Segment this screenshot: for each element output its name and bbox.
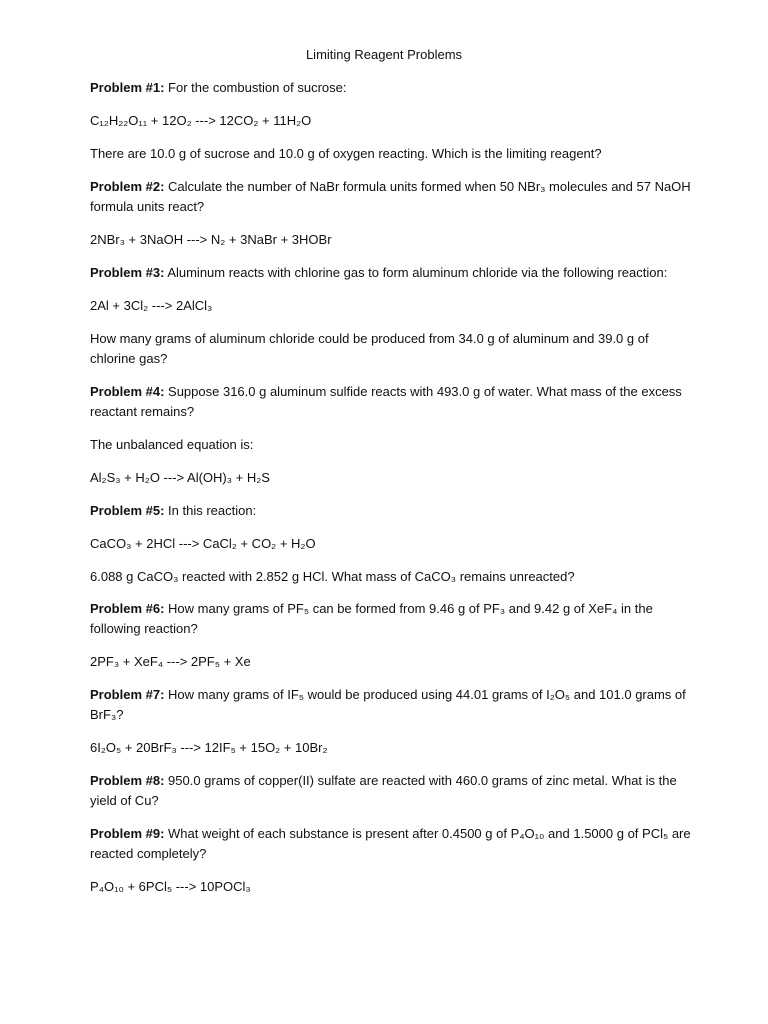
problem-2-intro [90,179,691,194]
problem-7-label: Problem #7: [90,687,165,702]
problem-8-intro [90,773,677,788]
problem-2-text: Calculate the number of NaBr formula units formed when 50 NBr₃ molecules and 57 NaOH [164,179,691,194]
problem-8-text-cont: yield of Cu? [90,793,159,808]
problem-3-intro [90,265,667,280]
problem-4-intro [90,384,682,399]
problem-5-equation: CaCO₃ + 2HCl ---> CaCl₂ + CO₂ + H₂O [90,536,316,551]
problem-9-label: Problem #9: [90,826,165,841]
problem-3-question: How many grams of aluminum chloride could be produced from 34.0 g of aluminum and 39.0 g of [90,331,649,346]
problem-2-equation: 2NBr₃ + 3NaOH ---> N₂ + 3NaBr + 3HOBr [90,232,332,247]
problem-9-text-cont: reacted completely? [90,846,207,861]
problem-9-text: What weight of each substance is present after 0.4500 g of P₄O₁₀ and 1.5000 g of PCl₅ are [164,826,691,841]
problem-1-question: There are 10.0 g of sucrose and 10.0 g of oxygen reacting. Which is the limiting reagent? [90,146,602,161]
problem-4-text-cont: reactant remains? [90,404,195,419]
problem-4-text: Suppose 316.0 g aluminum sulfide reacts with 493.0 g of water. What mass of the excess [164,384,682,399]
problem-5-text: In this reaction: [164,503,257,518]
problem-1-text: For the combustion of sucrose: [164,80,347,95]
problem-7-text-cont: BrF₃? [90,707,124,722]
problem-6-text: How many grams of PF₅ can be formed from 9.46 g of PF₃ and 9.42 g of XeF₄ in the [164,601,653,616]
problem-9-equation: P₄O₁₀ + 6PCl₅ ---> 10POCl₃ [90,879,251,894]
problem-8-text: 950.0 grams of copper(II) sulfate are reacted with 460.0 grams of zinc metal. What is the [164,773,677,788]
problem-7-equation: 6I₂O₅ + 20BrF₃ ---> 12IF₅ + 15O₂ + 10Br₂ [90,740,328,755]
problem-5-question: 6.088 g CaCO₃ reacted with 2.852 g HCl. What mass of CaCO₃ remains unreacted? [90,569,575,584]
problem-1-equation: C₁₂H₂₂O₁₁ + 12O₂ ---> 12CO₂ + 11H₂O [90,113,312,128]
problem-6-label: Problem #6: [90,601,165,616]
problem-6-equation: 2PF₃ + XeF₄ ---> 2PF₅ + Xe [90,654,251,669]
problem-6-intro [90,601,653,616]
problem-4-note: The unbalanced equation is: [90,437,254,452]
problem-6-text-cont: following reaction? [90,621,198,636]
problem-2-label: Problem #2: [90,179,165,194]
problem-5-intro [90,503,256,518]
problem-3-question-cont: chlorine gas? [90,351,168,366]
problem-1-label: Problem #1: [90,80,165,95]
problem-2-text-cont: formula units react? [90,199,205,214]
problem-4-label: Problem #4: [90,384,165,399]
page-title: Limiting Reagent Problems [305,47,463,62]
problem-3-text: Aluminum reacts with chlorine gas to form aluminum chloride via the following reaction: [164,265,668,280]
problem-3-equation: 2Al + 3Cl₂ ---> 2AlCl₃ [90,298,213,313]
problem-4-equation: Al₂S₃ + H₂O ---> Al(OH)₃ + H₂S [90,470,270,485]
problem-7-intro [90,687,686,702]
problem-1-intro [90,80,347,95]
problem-7-text: How many grams of IF₅ would be produced using 44.01 grams of I₂O₅ and 101.0 grams of [164,687,686,702]
problem-5-label: Problem #5: [90,503,165,518]
problem-8-label: Problem #8: [90,773,165,788]
problem-3-label: Problem #3: [90,265,165,280]
problem-9-intro [90,826,691,841]
